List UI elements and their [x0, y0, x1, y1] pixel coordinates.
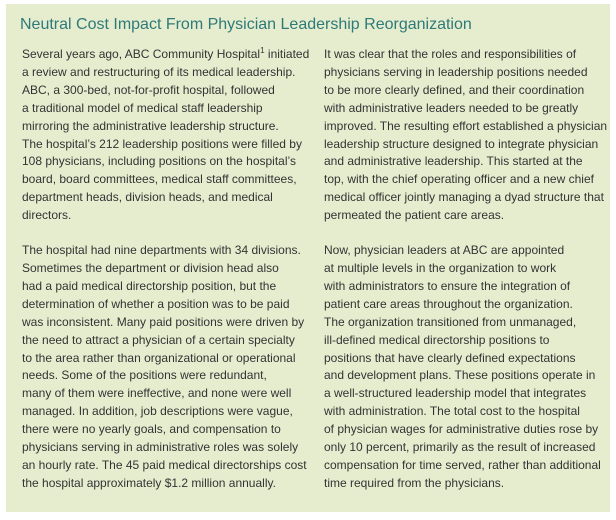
text-line: with administration. The total cost to the hospital — [324, 404, 580, 419]
text-line: the need to attract a physician of a certain specialty — [22, 332, 295, 347]
text-line: to be more clearly defined, and their coordination — [324, 82, 585, 97]
text-line: improved. The resulting effort established a physician — [324, 118, 608, 133]
text-line: an hourly rate. The 45 paid medical directorships cost — [22, 457, 307, 472]
left-column — [22, 46, 314, 493]
right-column — [324, 46, 616, 493]
text-line: time required from the physicians. — [324, 475, 505, 490]
text-line-part: Several years ago, ABC Community Hospital — [22, 47, 261, 61]
sidebar-panel — [6, 4, 610, 512]
text-line: The organization transitioned from unmanaged, — [324, 314, 577, 329]
text-line: the hospital approximately $1.2 million annually. — [22, 475, 276, 490]
paragraph-2 — [22, 242, 314, 493]
text-line: directors. — [22, 208, 72, 223]
text-line: to the area rather than organizational or operational — [22, 350, 296, 365]
text-line: ABC, a 300-bed, not-for-profit hospital, followed — [22, 82, 275, 97]
text-line: permeated the patient care areas. — [324, 208, 505, 223]
text-line: was inconsistent. Many paid positions were driven by — [22, 314, 305, 329]
text-line: physicians serving in administrative roles was solely — [22, 440, 299, 455]
text-line: The hospital’s 212 leadership positions were filled by — [22, 136, 302, 151]
text-line: many of them were ineffective, and none were well — [22, 386, 292, 401]
paragraph-1 — [22, 46, 314, 225]
text-line: of physician wages for administrative duties rose by — [324, 422, 599, 437]
text-line: mirroring the administrative leadership structure. — [22, 118, 279, 133]
footnote-marker: 1 — [260, 46, 265, 55]
paragraph-4 — [324, 242, 616, 493]
text-line: Now, physician leaders at ABC are appointed — [324, 243, 565, 258]
paragraph-3 — [324, 46, 616, 225]
text-line: with administrators to ensure the integration of — [324, 278, 571, 293]
text-line: leadership structure designed to integrate physician — [324, 136, 599, 151]
text-line: 108 physicians, including positions on the hospital’s — [22, 154, 296, 169]
text-line: positions that have clearly defined expectations — [324, 350, 576, 365]
text-line-part: initiated — [264, 47, 310, 61]
text-line — [22, 46, 314, 64]
text-line: at multiple levels in the organization to work — [324, 260, 557, 275]
text-line: had a paid medical directorship position, but the — [22, 278, 277, 293]
text-line: It was clear that the roles and responsibilities of — [324, 47, 577, 61]
text-line: with administrative leaders needed to be greatly — [324, 100, 579, 115]
text-line: Sometimes the department or division head also — [22, 260, 279, 275]
text-line: a traditional model of medical staff leadership — [22, 100, 263, 115]
panel-title: Neutral Cost Impact From Physician Leadership Reorganization — [20, 16, 472, 33]
text-line: only 10 percent, primarily as the result of increased — [324, 440, 596, 455]
text-line: patient care areas throughout the organization. — [324, 296, 573, 311]
text-line: and administrative leadership. This started at the — [324, 154, 583, 169]
text-line: determination of whether a position was to be paid — [22, 296, 290, 311]
text-line: a review and restructuring of its medical leadership. — [22, 64, 296, 79]
text-line: top, with the chief operating officer and a new chief — [324, 172, 594, 187]
text-line: compensation for time served, rather than additional — [324, 457, 601, 472]
text-line: managed. In addition, job descriptions were vague, — [22, 404, 293, 419]
text-line: and development plans. These positions operate in — [324, 368, 596, 383]
text-line: there were no yearly goals, and compensation to — [22, 422, 281, 437]
text-line: physicians serving in leadership positions needed — [324, 64, 588, 79]
text-line: medical officer jointly managing a dyad structure that — [324, 190, 604, 205]
text-line: The hospital had nine departments with 34 divisions. — [22, 243, 301, 258]
text-line: department heads, division heads, and medical — [22, 190, 273, 205]
text-line: ill-defined medical directorship positions to — [324, 332, 550, 347]
text-line: a well-structured leadership model that integrates — [324, 386, 587, 401]
text-line: needs. Some of the positions were redundant, — [22, 368, 267, 383]
text-line: board, board committees, medical staff committees, — [22, 172, 297, 187]
